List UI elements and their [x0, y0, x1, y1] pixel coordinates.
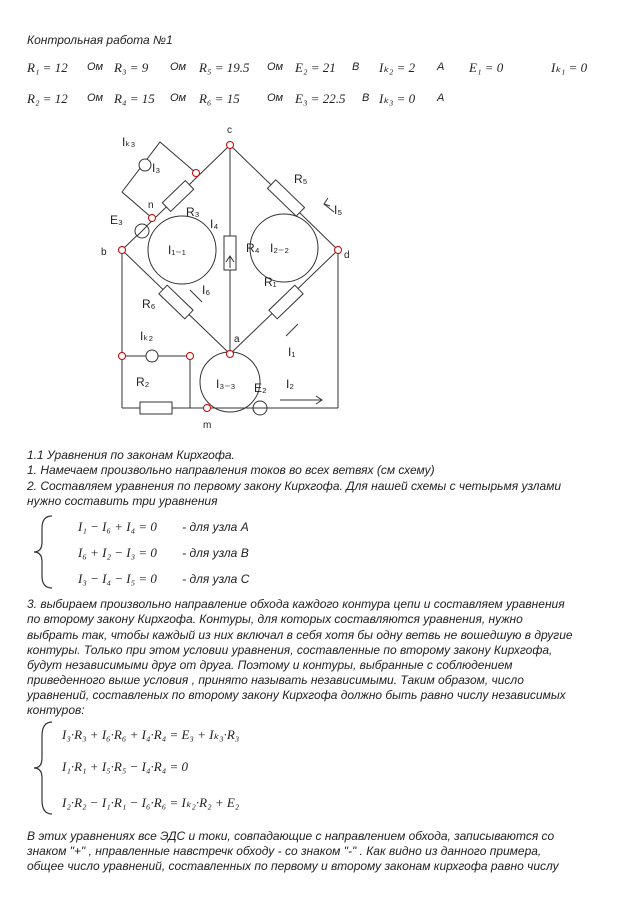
params-row-1: [27, 60, 627, 76]
param-ik3-unit: A: [437, 92, 445, 104]
param-r1-unit: Ом: [87, 61, 104, 73]
kcl-eq-3-formula: I₃ − I₄ − I₅ = 0: [78, 571, 157, 586]
kcl-eq-1-label: - для узла А: [182, 520, 249, 534]
label-r6: R₆: [142, 297, 156, 311]
arrow-i1: [286, 324, 298, 336]
param-r5: R₅ = 19.5: [199, 60, 250, 75]
label-ik3: Iₖ₃: [122, 135, 136, 149]
label-r4: R₄: [246, 241, 260, 255]
section-heading: 1.1 Уравнения по законам Кирхгофа.: [27, 448, 235, 462]
label-e3: E₃: [110, 213, 123, 227]
param-e3: E₃ = 22.5: [295, 91, 346, 106]
final-line-1: В этих уравнениях все ЭДС и токи, совпадающие с направлением обхода, записываются со: [27, 829, 555, 843]
label-i1: I₁: [288, 345, 296, 359]
label-e2: E₂: [254, 381, 267, 395]
param-r3-unit: Ом: [170, 61, 187, 73]
node-k3: [193, 170, 200, 177]
wire-ik3: [122, 142, 196, 218]
param-r4: R₄ = 15: [114, 91, 155, 106]
label-r1: R₁: [264, 275, 277, 289]
node-c: [227, 142, 234, 149]
label-r5: R₅: [294, 172, 308, 186]
node-k2-left: [119, 353, 126, 360]
params-row-2: [27, 91, 627, 107]
kcl-eq-3: [78, 571, 249, 587]
step-2-line-2: нужно составить три уравнения: [27, 494, 218, 508]
step-3-line-2: по второму закону Кирхгофа. Контуры, для которых составляются уравнения, нужно: [27, 612, 523, 626]
kvl-eq-2: I₁·R₁ + I₅·R₅ − I₄·R₄ = 0: [62, 759, 188, 774]
param-e1: E₁ = 0: [469, 60, 504, 75]
final-line-3: общее число уравнений, составленных по первому и второму законам кирхгофа равно числу: [27, 859, 559, 873]
node-n: [149, 215, 156, 222]
node-b: [119, 247, 126, 254]
kcl-eq-1: [78, 519, 249, 535]
current-source-ik3: [139, 159, 151, 171]
label-loop-3: I₃₋₃: [216, 377, 236, 391]
page-title: Контрольная работа №1: [27, 33, 173, 47]
resistor-r1: [269, 285, 303, 319]
label-r2: R₂: [136, 375, 150, 389]
step-3-line-5: будут независимыми друг от друга. Поэтому и контуры, выбранные с соблюдением: [27, 658, 513, 672]
param-ik3: Iₖ₃ = 0: [379, 91, 416, 106]
final-line-2: знаком "+" , нправленные навстречк обходу - со знаком "-" . Как видно из данного примера,: [27, 844, 542, 858]
param-ik2-unit: A: [437, 61, 445, 73]
current-source-ik2: [146, 350, 158, 362]
label-i5: I₅: [334, 203, 343, 217]
label-i6: I₆: [202, 283, 211, 297]
param-r2-unit: Ом: [87, 92, 104, 104]
step-2-line-1: 2. Составляем уравнения по первому закону Кирхгофа. Для нашей схемы с четырьмя узлами: [27, 479, 562, 493]
label-node-d: d: [344, 250, 350, 261]
node-d: [335, 247, 342, 254]
label-i4: I₄: [210, 217, 219, 231]
kvl-eq-1: I₃·R₃ + I₆·R₆ + I₄·R₄ = E₃ + Iₖ₃·R₃: [62, 727, 240, 742]
kcl-eq-3-label: - для узла С: [182, 572, 250, 586]
label-node-a: a: [234, 334, 240, 345]
param-r1: R₁ = 12: [27, 60, 68, 75]
kcl-brace: [30, 514, 60, 590]
param-r3: R₃ = 9: [114, 60, 149, 75]
step-3-line-7: уравнений, составленых по второму закону Кирхгофа должно быть равно числу независимых: [27, 688, 566, 702]
param-e2: E₂ = 21: [295, 60, 336, 75]
step-3-line-8: контуров:: [27, 703, 85, 717]
param-r6: R₆ = 15: [199, 91, 240, 106]
label-loop-1: I₁₋₁: [168, 243, 186, 257]
step-3-line-1: 3. выбираем произвольно направление обхода каждого контура цепи и составляем уравнения: [27, 597, 565, 611]
label-ik2: Iₖ₂: [140, 329, 154, 343]
label-i3: I₃: [152, 161, 161, 175]
label-node-c: c: [227, 125, 232, 136]
kvl-eq-3: I₂·R₂ − I₁·R₁ − I₆·R₆ = Iₖ₂·R₂ + E₂: [62, 795, 240, 810]
resistor-r2: [140, 402, 172, 414]
step-3-line-4: контуры. Только при этом условии уравнения, составленные по второму закону Кирхгофа,: [27, 643, 553, 657]
resistor-r6: [159, 285, 193, 319]
kcl-eq-2-formula: I₆ + I₂ − I₃ = 0: [78, 545, 157, 560]
node-a: [227, 351, 234, 358]
param-e3-unit: B: [362, 92, 370, 104]
param-r6-unit: Ом: [267, 92, 284, 104]
arrow-i6: [190, 290, 202, 302]
kcl-eq-1-formula: I₁ − I₆ + I₄ = 0: [78, 519, 157, 534]
param-ik1: Iₖ₁ = 0: [551, 60, 588, 75]
label-node-n: n: [148, 200, 154, 211]
node-m: [204, 405, 211, 412]
kvl-brace: [30, 720, 60, 816]
label-i2: I₂: [286, 377, 294, 391]
param-r4-unit: Ом: [170, 92, 187, 104]
label-loop-2: I₂₋₂: [270, 241, 289, 255]
param-r2: R₂ = 12: [27, 91, 68, 106]
label-r3: R₃: [186, 205, 200, 219]
label-node-m: m: [203, 420, 212, 431]
label-node-b: b: [101, 247, 107, 258]
circuit-diagram: [90, 118, 380, 438]
param-ik2: Iₖ₂ = 2: [379, 60, 416, 75]
node-k2-right: [187, 353, 194, 360]
kcl-eq-2: [78, 545, 249, 561]
param-r5-unit: Ом: [267, 61, 284, 73]
step-3-line-3: выбрать так, чтобы каждый из них включал в себя хотя бы одну ветвь не вошедшую в другие: [27, 628, 573, 642]
kcl-eq-2-label: - для узла В: [182, 546, 249, 560]
step-3-line-6: приведенного выше условия , принято называть независимыми. Таким образом, число: [27, 673, 524, 687]
step-1-text: 1. Намечаем произвольно направления токов во всех ветвях (см схему): [27, 463, 435, 477]
param-e2-unit: B: [352, 61, 360, 73]
